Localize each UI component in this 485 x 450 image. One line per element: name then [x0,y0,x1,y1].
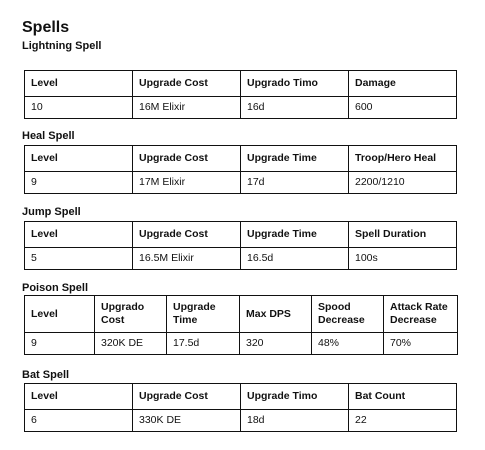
table-header-row [25,296,458,333]
section-title-jump-spell: Jump Spell [22,206,81,218]
table-cell: 16.5d [241,248,349,270]
table-cell: 320K DE [95,333,167,355]
header-cell: Level [25,222,133,248]
header-cell: Bat Count [349,384,457,410]
table-cell: 16.5M Elixir [133,248,241,270]
table-cell: 9 [25,333,95,355]
table-cell: 17M Elixir [133,172,241,194]
header-cell: Max DPS [240,296,312,333]
section-title-heal-spell: Heal Spell [22,130,75,142]
header-cell: Upgrade Timo [241,384,349,410]
header-cell: Level [25,71,133,97]
section-title-poison-spell: Poison Spell [22,282,89,294]
header-cell: Upgrado Timo [241,71,349,97]
header-cell: Attack Rate Decrease [384,296,458,333]
table-header-row [25,222,457,248]
table-cell: 18d [241,410,349,432]
header-cell: Upgrade Time [241,146,349,172]
table-row [25,410,457,432]
table-cell: 48% [312,333,384,355]
table-cell: 2200/1210 [349,172,457,194]
table-cell: 600 [349,97,457,119]
table-poison-spell [24,295,458,355]
header-cell: Upgrade Cost [133,146,241,172]
table-cell: 22 [349,410,457,432]
table-cell: 6 [25,410,133,432]
header-cell: Upgrade Time [167,296,240,333]
table-header-row [25,146,457,172]
header-cell: Upgrade Cost [133,71,241,97]
header-cell: Upgrade Time [241,222,349,248]
table-cell: 5 [25,248,133,270]
section-title-lightning-spell: Lightning Spell [22,40,102,52]
table-cell: 16M Elixir [133,97,241,119]
header-cell: Upgrade Cost [133,222,241,248]
table-row [25,172,457,194]
header-cell: Spood Decrease [312,296,384,333]
table-cell: 17d [241,172,349,194]
table-header-row [25,384,457,410]
table-cell: 100s [349,248,457,270]
table-heal-spell [24,145,457,194]
header-cell: Level [25,146,133,172]
table-row [25,97,457,119]
section-title-bat-spell: Bat Spell [22,369,70,381]
table-cell: 10 [25,97,133,119]
table-row [25,333,458,355]
table-cell: 320 [240,333,312,355]
header-cell: Level [25,384,133,410]
table-jump-spell [24,221,457,270]
page-title: Spells [22,19,70,36]
table-lightning-spell [24,70,457,119]
table-bat-spell [24,383,457,432]
table-row [25,248,457,270]
header-cell: Level [25,296,95,333]
table-cell: 16d [241,97,349,119]
table-cell: 70% [384,333,458,355]
header-cell: Upgrado Cost [95,296,167,333]
header-cell: Upgrade Cost [133,384,241,410]
table-cell: 17.5d [167,333,240,355]
header-cell: Damage [349,71,457,97]
header-cell: Spell Duration [349,222,457,248]
table-cell: 9 [25,172,133,194]
header-cell: Troop/Hero Heal [349,146,457,172]
table-cell: 330K DE [133,410,241,432]
table-header-row [25,71,457,97]
